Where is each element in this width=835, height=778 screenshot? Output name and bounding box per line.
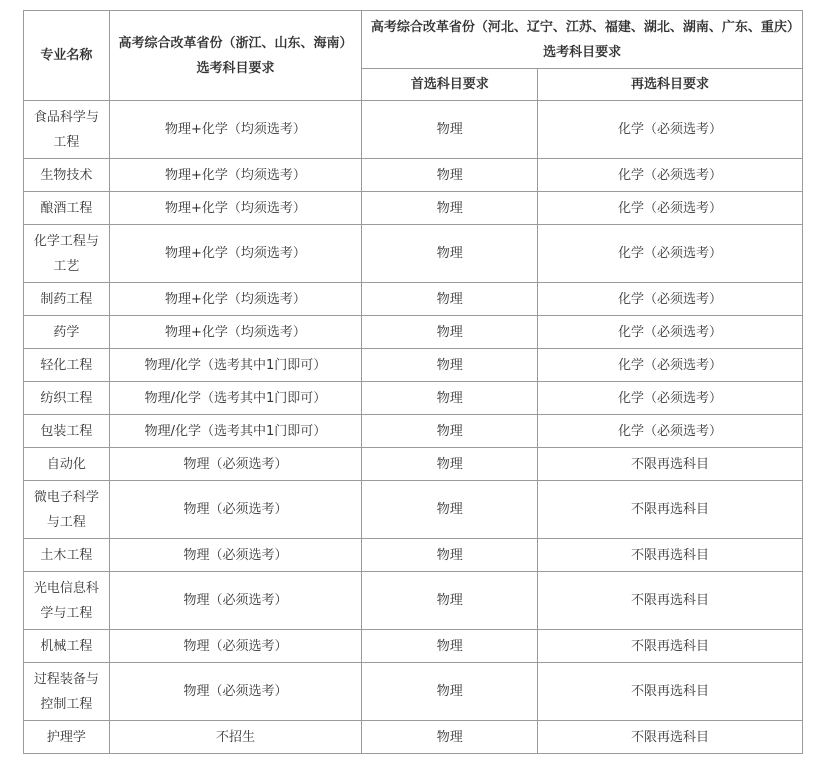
cell-second-choice: 化学（必须选考） xyxy=(538,192,803,225)
cell-zj-requirement: 物理+化学（均须选考） xyxy=(109,225,362,283)
table-row xyxy=(24,721,803,754)
cell-first-choice: 物理 xyxy=(362,663,538,721)
cell-first-choice: 物理 xyxy=(362,448,538,481)
cell-second-choice: 化学（必须选考） xyxy=(538,382,803,415)
cell-second-choice: 化学（必须选考） xyxy=(538,101,803,159)
cell-first-choice: 物理 xyxy=(362,283,538,316)
table-row xyxy=(24,349,803,382)
cell-first-choice: 物理 xyxy=(362,101,538,159)
table-row xyxy=(24,663,803,721)
table-row xyxy=(24,539,803,572)
cell-major: 土木工程 xyxy=(24,539,110,572)
table-row xyxy=(24,316,803,349)
cell-second-choice: 化学（必须选考） xyxy=(538,283,803,316)
header-reform-zj: 高考综合改革省份（浙江、山东、海南）选考科目要求 xyxy=(109,11,362,101)
cell-zj-requirement: 物理（必须选考） xyxy=(109,448,362,481)
cell-major: 化学工程与工艺 xyxy=(24,225,110,283)
cell-major: 酿酒工程 xyxy=(24,192,110,225)
cell-zj-requirement: 物理（必须选考） xyxy=(109,630,362,663)
table-row xyxy=(24,101,803,159)
cell-zj-requirement: 物理+化学（均须选考） xyxy=(109,192,362,225)
cell-major: 过程装备与控制工程 xyxy=(24,663,110,721)
subject-requirements-table xyxy=(23,10,803,754)
cell-major: 轻化工程 xyxy=(24,349,110,382)
cell-zj-requirement: 物理+化学（均须选考） xyxy=(109,316,362,349)
cell-zj-requirement: 物理（必须选考） xyxy=(109,481,362,539)
cell-first-choice: 物理 xyxy=(362,415,538,448)
table-row xyxy=(24,283,803,316)
cell-zj-requirement: 物理（必须选考） xyxy=(109,539,362,572)
cell-second-choice: 化学（必须选考） xyxy=(538,159,803,192)
table-row xyxy=(24,382,803,415)
cell-major: 纺织工程 xyxy=(24,382,110,415)
cell-first-choice: 物理 xyxy=(362,630,538,663)
table-row xyxy=(24,192,803,225)
cell-major: 微电子科学与工程 xyxy=(24,481,110,539)
cell-zj-requirement: 物理（必须选考） xyxy=(109,663,362,721)
cell-first-choice: 物理 xyxy=(362,382,538,415)
header-row xyxy=(24,11,803,69)
cell-first-choice: 物理 xyxy=(362,316,538,349)
cell-zj-requirement: 物理+化学（均须选考） xyxy=(109,159,362,192)
cell-first-choice: 物理 xyxy=(362,481,538,539)
table-row xyxy=(24,159,803,192)
header-first-choice: 首选科目要求 xyxy=(362,69,538,101)
table-body xyxy=(24,101,803,754)
cell-second-choice: 不限再选科目 xyxy=(538,630,803,663)
cell-second-choice: 不限再选科目 xyxy=(538,448,803,481)
cell-second-choice: 不限再选科目 xyxy=(538,481,803,539)
cell-first-choice: 物理 xyxy=(362,539,538,572)
cell-major: 机械工程 xyxy=(24,630,110,663)
cell-first-choice: 物理 xyxy=(362,225,538,283)
cell-major: 生物技术 xyxy=(24,159,110,192)
cell-zj-requirement: 不招生 xyxy=(109,721,362,754)
table-row xyxy=(24,448,803,481)
table-row xyxy=(24,481,803,539)
cell-second-choice: 不限再选科目 xyxy=(538,663,803,721)
cell-major: 自动化 xyxy=(24,448,110,481)
cell-zj-requirement: 物理/化学（选考其中1门即可） xyxy=(109,382,362,415)
cell-zj-requirement: 物理/化学（选考其中1门即可） xyxy=(109,415,362,448)
table-row xyxy=(24,630,803,663)
cell-second-choice: 化学（必须选考） xyxy=(538,316,803,349)
cell-first-choice: 物理 xyxy=(362,572,538,630)
cell-major: 护理学 xyxy=(24,721,110,754)
cell-first-choice: 物理 xyxy=(362,159,538,192)
cell-second-choice: 化学（必须选考） xyxy=(538,225,803,283)
cell-second-choice: 不限再选科目 xyxy=(538,721,803,754)
cell-second-choice: 不限再选科目 xyxy=(538,539,803,572)
cell-first-choice: 物理 xyxy=(362,721,538,754)
cell-major: 光电信息科学与工程 xyxy=(24,572,110,630)
cell-major: 药学 xyxy=(24,316,110,349)
table-row xyxy=(24,415,803,448)
header-major: 专业名称 xyxy=(24,11,110,101)
cell-second-choice: 化学（必须选考） xyxy=(538,349,803,382)
cell-second-choice: 不限再选科目 xyxy=(538,572,803,630)
cell-zj-requirement: 物理/化学（选考其中1门即可） xyxy=(109,349,362,382)
cell-zj-requirement: 物理+化学（均须选考） xyxy=(109,283,362,316)
cell-second-choice: 化学（必须选考） xyxy=(538,415,803,448)
cell-zj-requirement: 物理+化学（均须选考） xyxy=(109,101,362,159)
table-row xyxy=(24,225,803,283)
header-second-choice: 再选科目要求 xyxy=(538,69,803,101)
cell-first-choice: 物理 xyxy=(362,349,538,382)
cell-major: 包装工程 xyxy=(24,415,110,448)
cell-first-choice: 物理 xyxy=(362,192,538,225)
table-row xyxy=(24,572,803,630)
table-header xyxy=(24,11,803,101)
cell-zj-requirement: 物理（必须选考） xyxy=(109,572,362,630)
header-reform-other: 高考综合改革省份（河北、辽宁、江苏、福建、湖北、湖南、广东、重庆）选考科目要求 xyxy=(362,11,803,69)
cell-major: 食品科学与工程 xyxy=(24,101,110,159)
cell-major: 制药工程 xyxy=(24,283,110,316)
